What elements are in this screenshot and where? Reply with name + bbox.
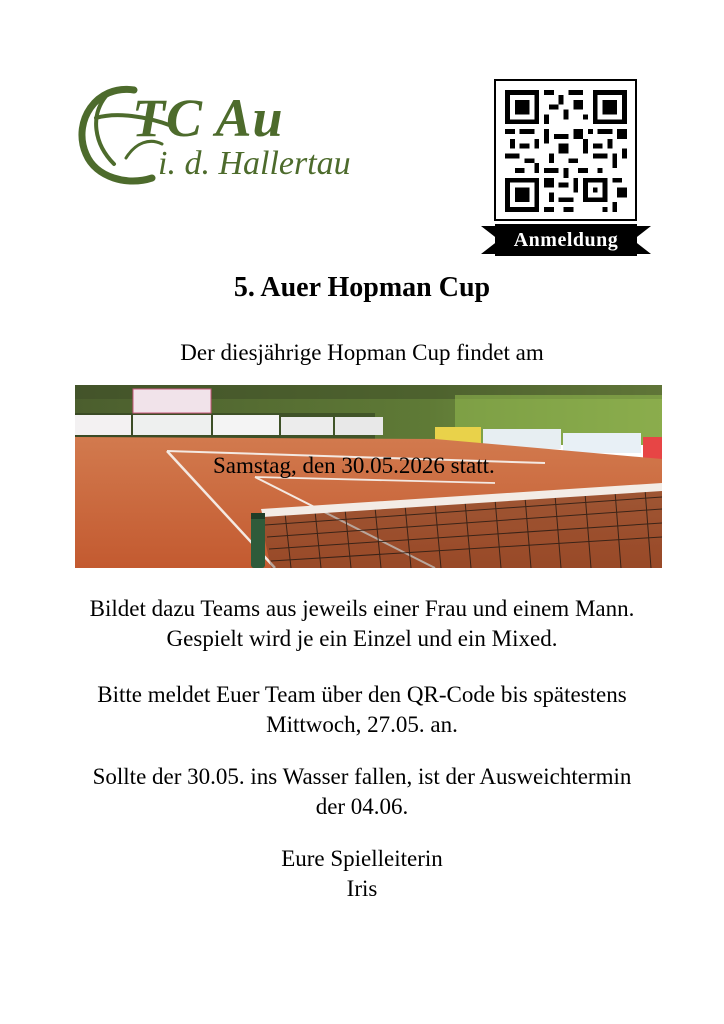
signature-line-1: Eure Spielleiterin: [281, 846, 443, 871]
signature-name: Iris: [346, 876, 378, 901]
registration-line-1: Bitte meldet Euer Team über den QR-Code bis spätestens: [97, 682, 627, 707]
qr-code-icon: [505, 90, 627, 212]
intro-text: Der diesjährige Hopman Cup findet am: [180, 340, 544, 365]
registration-label: Anmeldung: [513, 229, 619, 251]
event-date: Samstag, den 30.05.2026 statt.: [213, 453, 495, 478]
page-title: 5. Auer Hopman Cup: [233, 272, 491, 303]
teams-line-2: Gespielt wird je ein Einzel und ein Mixed.: [166, 626, 558, 651]
teams-paragraph: [0, 594, 724, 654]
teams-line-1: Bildet dazu Teams aus jeweils einer Frau und einem Mann.: [89, 596, 635, 621]
registration-banner: [481, 222, 651, 258]
registration-paragraph: [0, 680, 724, 740]
tennis-court-photo: [75, 385, 662, 568]
rain-date-line-1: Sollte der 30.05. ins Wasser fallen, ist der Ausweichtermin: [92, 764, 632, 789]
rain-date-line-2: der 04.06.: [315, 794, 409, 819]
qr-code[interactable]: [494, 79, 637, 221]
registration-line-2: Mittwoch, 27.05. an.: [266, 712, 458, 737]
logo-title: TC Au: [132, 88, 284, 148]
club-logo: [76, 82, 376, 192]
signature: [0, 844, 724, 904]
rain-date-paragraph: [0, 762, 724, 822]
logo-subtitle: i. d. Hallertau: [158, 145, 351, 182]
